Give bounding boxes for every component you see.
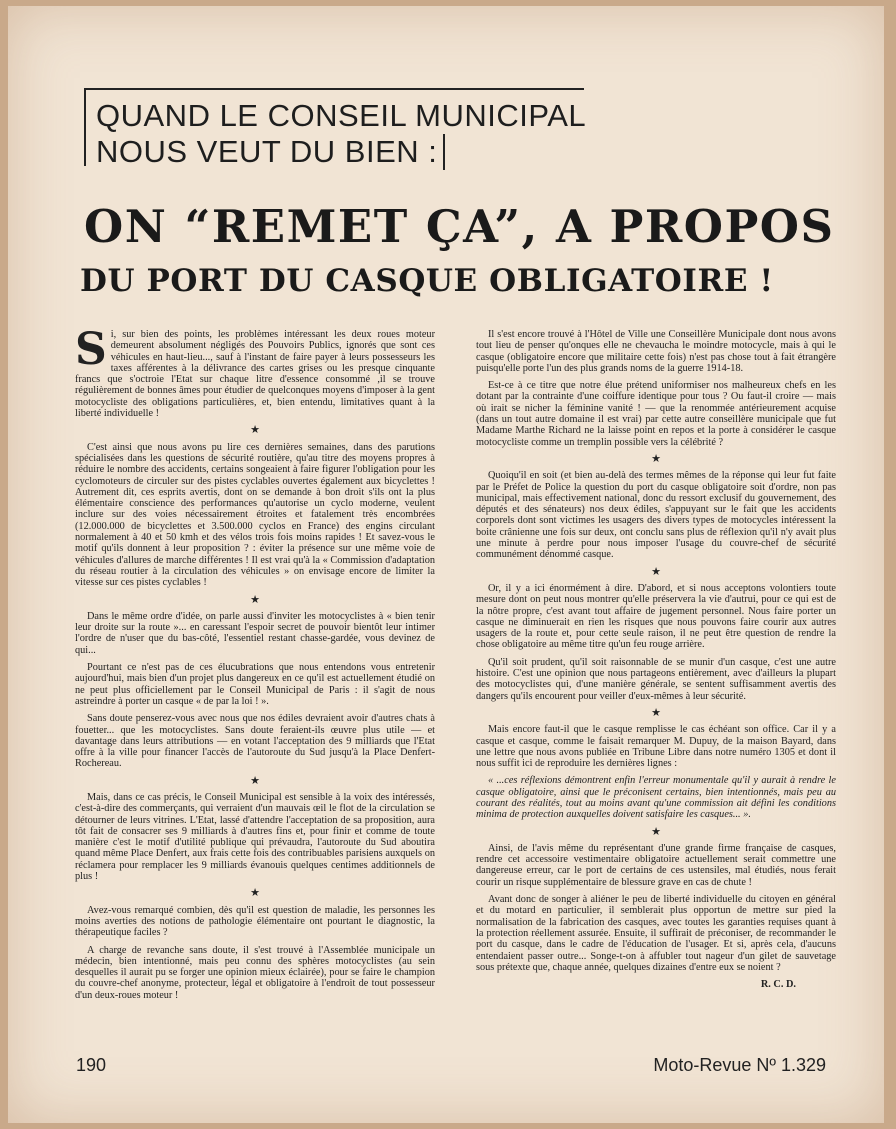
article-paragraph: A charge de revanche sans doute, il s'est trouvé à l'Assemblée municipale un médecin, bien intentionné, mais peu connu des sphères motocyclistes (au sein desquelles il aurait pu se forger une opinion mieux éclairée), pour se faire le champion du couvre-chef anonyme, protecteur, légal et obligatoire à l'endroit de tout possesseur d'un deux-roues moteur ! [75,944,435,1001]
article-left-column [75,324,435,1007]
section-star: ★ [250,424,260,437]
article-paragraph: Qu'il soit prudent, qu'il soit raisonnable de se munir d'un casque, c'est une autre histoire. C'est une opinion que nous partageons entièrement, avec d'ailleurs la plupart des motocyclistes qui, d'une manière générale, se sentent suffisamment avertis des dangers qu'ils encourent pour veiller d'eux-mêmes à leur sécurité. [476,656,836,702]
kicker-box [84,88,587,169]
magazine-page [8,6,884,1123]
section-star: ★ [651,565,661,578]
article-paragraph: Mais encore faut-il que le casque remplisse le cas échéant son office. Car il y a casque et casque, comme le faisait remarquer M. Dupuy, de la maison Bayard, dans une lettre que nous avons publiée en Tribune Libre dans notre numéro 1305 et dont il nous suffit ici de reproduire les dernières lignes : [476,724,836,770]
kicker-line-1: QUAND LE CONSEIL MUNICIPAL [96,98,587,133]
article-paragraph: Quoiqu'il en soit (et bien au-delà des termes mêmes de la réponse qui leur fut faite par le Préfet de Police la question du port du casque obligatoire soit d'ordre, non pas municipal, mais effectivement national, donc du ressort exclusif du gouvernement, des députés et des sénateurs) nos deux édiles, s'appuyant sur le fait que les accidents corporels dont sont victimes les usagers des divers types de motocycles intéressent la boite crânienne une fois sur deux, ont conclu sans plus de réflexion qu'il n'y avait plus une minute à perdre pour nous imposer l'usage du couvre-chef de sécurité communément dénommé casque. [476,470,836,561]
article-paragraph: Si, sur bien des points, les problèmes intéressant les deux roues moteur demeurent absolument négligés des Pouvoirs Publics, ignorés que sont ces véhicules en haut-lieu..., sauf à l'instant de faire payer à leurs possesseurs les taxes afférentes à la délivrance des cartes grises ou les presque cinquante francs que s'octroie l'Etat sur chaque litre d'essence consommé ,il se trouve régulièrement de bonnes âmes pour étudier de quelconques moyens d'imposer à la gent motocycliste des obligations particulières, et, bien entendu, limitatives quant à la liberté individuelle ! [75,324,435,420]
article-right-column [476,329,836,996]
article-paragraph: Avant donc de songer à aliéner le peu de liberté individuelle du citoyen en général et du motard en particulier, il semblerait plus opportun de mettre sur pied la normalisation de la fabrication des casques, avec toutes les garanties requises quant à la protection réellement assurée. Ensuite, il suffirait de préconiser, de recommander le port du casque, dans le cadre de l'éducation de l'usager. Et si, après cela, d'aucuns entendaient passer outre... Songe-t-on à affubler tout nageur d'un gilet de sauvetage sous prétexte que, chaque année, quelques dizaines d'entre eux se noient ? [476,894,836,973]
section-star: ★ [250,887,260,900]
article-paragraph: Or, il y a ici énormément à dire. D'abord, et si nous acceptons volontiers toute mesure dont on peut nous montrer qu'elle préservera la vie d'autrui, pour ce qui est de la nôtre propre, c'est avant tout affaire de jugement personnel. Nous faire porter un casque ne diminuerait en rien les risques que nous pouvons faire courir aux autres usagers de la route et, pour cette seule raison, il ne peut être question de rendre la chose obligatoire au même titre qu'un feu rouge arrière. [476,582,836,651]
publication-issue: Moto-Revue Nº 1.329 [653,1055,826,1075]
drop-cap: S [75,324,107,375]
quoted-letter: « ...ces réflexions démontrent enfin l'erreur monumentale qu'il y aurait à rendre le casque obligatoire, ainsi que le préconisent certains, bien intentionnés, mais peu au courant des réalités, tout au moins avant qu'une commission ait défini les conditions minima de protection auxquelles doivent satisfaire les casques... ». [476,775,836,821]
section-star: ★ [651,452,661,465]
author-signature: R. C. D. [760,979,796,991]
article-paragraph: Avez-vous remarqué combien, dès qu'il est question de maladie, les personnes les moins averties des notions de pathologie élémentaire ont pourtant le diagnostic, la thérapeutique faciles ? [75,904,435,939]
article-paragraph: Ainsi, de l'avis même du représentant d'une grande firme française de casques, rendre cet accessoire vestimentaire obligatoire actuellement serait commettre une dangereuse erreur, car le port de certains de ces ustensiles, mal étudiés, nous ferait courir un risque supplémentaire de blessure grave en cas de chute ! [476,842,836,888]
article-paragraph: Sans doute penserez-vous avec nous que nos édiles devraient avoir d'autres chats à fouetter... que les motocyclistes. Sans doute feraient-ils œuvre plus utile — et davantage dans leurs attributions — en votant l'acceptation des 9 milliards que l'Etat offre à la ville pour financer l'accès de l'autoroute du Sud jusqu'à la Place Denfert-Rochereau. [75,713,435,770]
section-star: ★ [651,825,661,838]
article-paragraph: Dans le même ordre d'idée, on parle aussi d'inviter les motocyclistes à « bien tenir leur droite sur la route »... en caressant l'espoir secret de pouvoir bientôt leur intimer l'ordre de n'user que du bas-côté, l'essentiel restant chasse-gardée, vous devinez de qui... [75,610,435,656]
article-paragraph: Pourtant ce n'est pas de ces élucubrations que nous entendons vous entretenir aujourd'hui, mais bien d'un projet plus dangereux en ce qu'il est actuellement étudié on ne peut plus officiellement par le Conseil Municipal de Paris : il s'agit de nous astreindre à porter un casque « de par la loi ! ». [75,662,435,707]
headline-line-2: DU PORT DU CASQUE OBLIGATOIRE ! [80,263,774,299]
article-paragraph: Mais, dans ce cas précis, le Conseil Municipal est sensible à la voix des intéressés, c'est-à-dire des commerçants, qui verraient d'un mauvais œil le flot de la circulation se détourner de leurs vitrines. L'Etat, lassé d'attendre l'acceptation de sa proposition, aura tôt fait de consacrer ses 9 milliards à d'autres fins et, pour finir et comme de toute manière c'est le motif d'utilité publique qui prévaudra, l'autoroute du Sud aboutira quand même Place Denfert, aux frais cette fois des contribuables parisiens auxquels on réclamera pour remplacer les 9 milliards évanouis quelques centimes additionnels de plus ! [75,791,435,883]
headline-line-1: ON “REMET ÇA”, A PROPOS [84,200,835,253]
article-paragraph: Est-ce à ce titre que notre élue prétend uniformiser nos malheureux chefs en les dotant par la contrainte d'une coiffure identique pour tous ? Ou faut-il croire — mais où irait se nicher la féminine vanité ! — que la renommée antérieurement acquise (dans un tout autre domaine il est vrai) par cette autre conseillère municipale que fut Madame Marthe Richard ne la laisse point en repos et la porte à considérer le casque motocycliste comme un tremplin possible vers la célébrité ? [476,380,836,448]
section-star: ★ [250,593,260,606]
page-number: 190 [76,1055,107,1075]
article-paragraph: Il s'est encore trouvé à l'Hôtel de Ville une Conseillère Municipale dont nous avons tout lieu de penser qu'onques elle ne chevaucha le moindre motocycle, mais à qui le casque (obligatoire encore que militaire cette fois) n'est pas chose tout à fait étrangère puisqu'elle porte l'un des plus grands noms de la guerre 1914-18. [476,329,836,374]
kicker-line-2: NOUS VEUT DU BIEN : [96,134,445,170]
section-star: ★ [651,706,661,719]
article-paragraph: C'est ainsi que nous avons pu lire ces dernières semaines, dans des parutions spécialisées dans les questions de sécurité routière, qu'au titre des moyens propres à réduire le nombre des accidents, certains songeaient à faire figurer l'obligation pour les cyclomoteurs de circuler sur des pistes cyclables ouvertes également aux bicyclettes ! Autrement dit, ces esprits avertis, dont on se demande à bon droit s'ils ont la plus élémentaire conscience des performances qu'autorise un cyclo moderne, veulent inclure sur des voies nécessairement étroites et fatalement très encombrées (12.000.000 de bicyclettes et 3.500.000 cyclos en France) des engins circulant normalement à 40 et 50 kmh et des vélos trois fois moins rapides ! Et savez-vous le motif qu'ils donnent à leur proposition ? : éviter la présence sur une même voie de véhicules d'allures de marche différentes ! Il est vrai qu'à la « Commission d'adaptation du réseau routier à la circulation des véhicules » on envisage encore de limiter la vitesse sur ces pistes cyclables ! [75,441,435,589]
section-star: ★ [250,774,260,787]
